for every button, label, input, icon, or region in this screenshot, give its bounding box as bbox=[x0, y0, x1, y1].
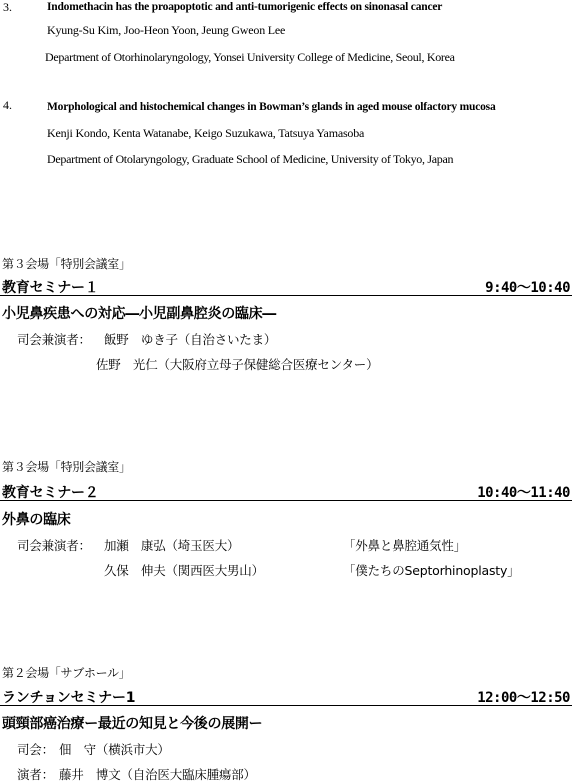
person-name: 藤井 博文（自治医大臨床腫瘍部） bbox=[59, 767, 256, 782]
venue-label: 第２会場「サブホール」 bbox=[2, 666, 131, 680]
seminar-name: ランチョンセミナー1 bbox=[2, 690, 136, 706]
seminar-subject: 小児鼻疾患への対応―小児副鼻腔炎の臨床― bbox=[2, 306, 276, 322]
paper-number: 4. bbox=[3, 98, 12, 112]
role-label: 司会兼演者： bbox=[17, 538, 91, 553]
person-name: 佃 守（横浜市大） bbox=[59, 742, 170, 757]
talk-title: 「僕たちのSeptorhinoplasty」 bbox=[343, 563, 520, 578]
seminar-header bbox=[0, 482, 572, 501]
seminar-time: 9:40〜10:40 bbox=[485, 280, 570, 296]
seminar-time: 10:40〜11:40 bbox=[477, 485, 570, 501]
paper-authors: Kyung-Su Kim, Joo-Heon Yoon, Jeung Gweon Lee bbox=[47, 23, 286, 37]
seminar-name: 教育セミナー１ bbox=[2, 280, 99, 296]
paper-affiliation: Department of Otorhinolaryngology, Yonsei University College of Medicine, Seoul, Korea bbox=[45, 50, 455, 64]
paper-number: 3. bbox=[3, 0, 12, 14]
person-name: 飯野 ゆき子（自治さいたま） bbox=[104, 332, 277, 347]
paper-title: Morphological and histochemical changes in Bowman’s glands in aged mouse olfactory mucosa bbox=[47, 101, 496, 113]
person-name: 加瀬 康弘（埼玉医大） bbox=[104, 538, 240, 553]
paper-affiliation: Department of Otolaryngology, Graduate School of Medicine, University of Tokyo, Japan bbox=[47, 152, 454, 166]
seminar-subject: 頭頸部癌治療ー最近の知見と今後の展開ー bbox=[2, 716, 263, 732]
seminar-header bbox=[0, 277, 572, 296]
seminar-time: 12:00〜12:50 bbox=[477, 690, 570, 706]
role-label: 演者： bbox=[17, 767, 54, 782]
talk-title: 「外鼻と鼻腔通気性」 bbox=[343, 538, 467, 553]
seminar-header bbox=[0, 687, 572, 706]
seminar-subject: 外鼻の臨床 bbox=[2, 512, 71, 528]
seminar-name: 教育セミナー２ bbox=[2, 485, 99, 501]
person-name: 佐野 光仁（大阪府立母子保健総合医療センター） bbox=[96, 357, 379, 372]
role-label: 司会兼演者： bbox=[17, 332, 91, 347]
paper-title: Indomethacin has the proapoptotic and anti-tumorigenic effects on sinonasal cancer bbox=[47, 1, 443, 13]
venue-label: 第３会場「特別会議室」 bbox=[2, 257, 131, 271]
paper-authors: Kenji Kondo, Kenta Watanabe, Keigo Suzukawa, Tatsuya Yamasoba bbox=[47, 126, 365, 140]
person-name: 久保 伸夫（関西医大男山） bbox=[104, 563, 264, 578]
venue-label: 第３会場「特別会議室」 bbox=[2, 460, 131, 474]
role-label: 司会： bbox=[17, 742, 54, 757]
